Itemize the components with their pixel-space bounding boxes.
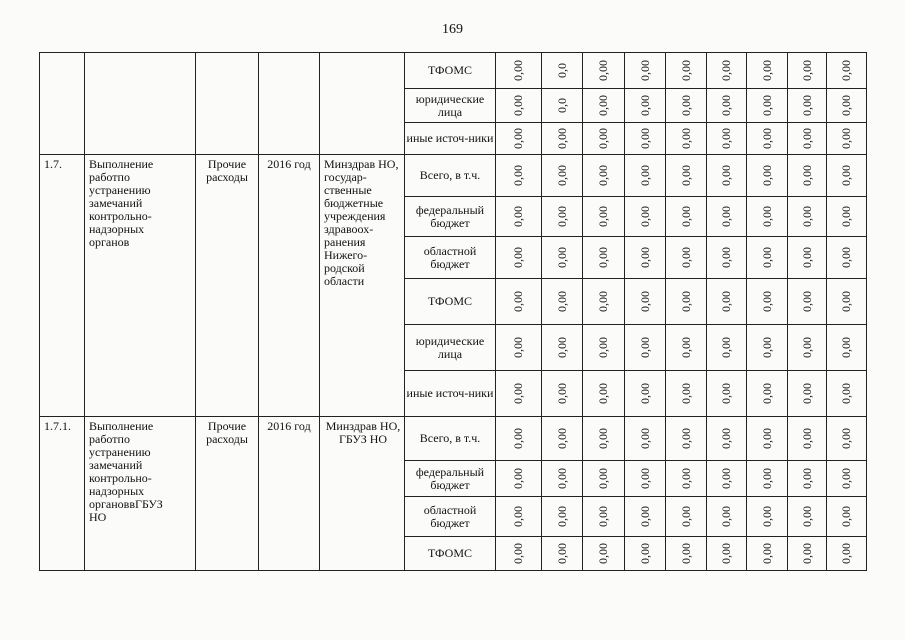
- funding-source: федеральный бюджет: [405, 461, 496, 497]
- value-cell: [666, 279, 707, 325]
- value-cell: [625, 89, 666, 123]
- value-cell: [788, 371, 827, 417]
- activity-name-line: Выполнение: [89, 419, 154, 433]
- value-text: 0,00: [554, 506, 569, 527]
- activity-name-line: устранению: [89, 445, 151, 459]
- value-text: 0,00: [511, 247, 525, 268]
- value-text: 0,00: [719, 428, 733, 449]
- value-cell: [625, 371, 666, 417]
- funding-source: юридические лица: [405, 325, 496, 371]
- value-cell: [496, 497, 542, 537]
- value-cell: [542, 89, 583, 123]
- value-text: 0,00: [637, 247, 652, 268]
- value-cell: [788, 325, 827, 371]
- value-cell: [666, 325, 707, 371]
- value-cell: [666, 197, 707, 237]
- value-text: 0,00: [637, 383, 652, 404]
- value-cell: [666, 123, 707, 155]
- value-text: 0,00: [799, 128, 814, 149]
- activity-name-line: контрольно-: [89, 209, 152, 223]
- value-cell: [666, 461, 707, 497]
- value-text: 0,00: [799, 337, 814, 358]
- value-text: 0,00: [719, 247, 733, 268]
- value-text: 0,00: [799, 60, 814, 81]
- cont-num: [40, 53, 85, 155]
- value-cell: [707, 325, 747, 371]
- funding-source: ТФОМС: [405, 53, 496, 89]
- value-cell: [625, 155, 666, 197]
- value-cell: [625, 279, 666, 325]
- value-text: 0,00: [719, 291, 733, 312]
- value-text: 0,00: [511, 60, 525, 81]
- value-text: 0,00: [596, 95, 610, 116]
- value-text: 0,00: [511, 95, 525, 116]
- funding-source: ТФОМС: [405, 279, 496, 325]
- activity-name-line: органов: [89, 235, 130, 249]
- value-cell: [827, 417, 867, 461]
- value-text: 0,00: [799, 383, 814, 404]
- activity-name-line: надзорных: [89, 484, 145, 498]
- value-text: 0,00: [511, 506, 525, 527]
- value-text: 0,00: [719, 95, 733, 116]
- value-text: 0,00: [596, 337, 610, 358]
- value-cell: [666, 537, 707, 571]
- value-cell: [542, 497, 583, 537]
- value-text: 0,00: [759, 337, 774, 358]
- value-cell: [707, 497, 747, 537]
- value-text: 0,00: [596, 60, 610, 81]
- value-text: 0,00: [719, 506, 733, 527]
- value-text: 0,00: [839, 383, 853, 404]
- value-cell: [583, 417, 625, 461]
- value-cell: [625, 461, 666, 497]
- activity-name-word: органов: [89, 497, 130, 511]
- value-cell: [666, 371, 707, 417]
- value-text: 0,00: [839, 543, 853, 564]
- value-text: 0,00: [759, 468, 774, 489]
- value-text: 0,00: [511, 468, 525, 489]
- cont-year: [259, 53, 320, 155]
- value-text: 0,00: [678, 291, 693, 312]
- value-cell: [827, 497, 867, 537]
- value-text: 0,0: [554, 63, 569, 78]
- value-cell: [788, 237, 827, 279]
- value-cell: [625, 237, 666, 279]
- value-cell: [583, 461, 625, 497]
- executor: Минздрав НО, ГБУЗ НО: [320, 417, 405, 571]
- activity-name-line: замечаний: [89, 196, 143, 210]
- value-text: 0,00: [719, 165, 733, 186]
- value-cell: [666, 89, 707, 123]
- value-text: 0,0: [554, 98, 569, 113]
- funding-source: федеральный бюджет: [405, 197, 496, 237]
- activity-name-word: по: [117, 170, 130, 184]
- value-cell: [542, 53, 583, 89]
- value-text: 0,00: [719, 543, 733, 564]
- activity-name-word: в: [129, 497, 136, 511]
- value-cell: [707, 89, 747, 123]
- value-text: 0,00: [596, 247, 610, 268]
- value-text: 0,00: [759, 165, 774, 186]
- activity-name-line: замечаний: [89, 458, 143, 472]
- value-cell: [788, 53, 827, 89]
- value-text: 0,00: [799, 468, 814, 489]
- value-text: 0,00: [637, 543, 652, 564]
- funding-source: областной бюджет: [405, 497, 496, 537]
- value-text: 0,00: [799, 543, 814, 564]
- activity-name-line: надзорных: [89, 222, 145, 236]
- value-text: 0,00: [554, 165, 569, 186]
- row-number: 1.7.1.: [40, 417, 85, 571]
- value-text: 0,00: [678, 506, 693, 527]
- funding-source: юридические лица: [405, 89, 496, 123]
- value-text: 0,00: [511, 291, 525, 312]
- value-text: 0,00: [637, 428, 652, 449]
- table-row: [40, 155, 867, 197]
- funding-source: Всего, в т.ч.: [405, 155, 496, 197]
- value-cell: [583, 237, 625, 279]
- value-cell: [542, 417, 583, 461]
- value-cell: [542, 197, 583, 237]
- value-cell: [707, 417, 747, 461]
- value-cell: [542, 461, 583, 497]
- activity-name-word: по: [117, 432, 130, 446]
- value-text: 0,00: [678, 95, 693, 116]
- value-cell: [707, 237, 747, 279]
- value-text: 0,00: [799, 95, 814, 116]
- value-text: 0,00: [839, 337, 853, 358]
- value-cell: [827, 237, 867, 279]
- value-text: 0,00: [799, 247, 814, 268]
- value-text: 0,00: [759, 291, 774, 312]
- value-text: 0,00: [799, 506, 814, 527]
- value-text: 0,00: [596, 165, 610, 186]
- value-cell: [583, 155, 625, 197]
- budget-table: [39, 52, 867, 571]
- value-cell: [625, 537, 666, 571]
- value-cell: [496, 237, 542, 279]
- value-cell: [542, 279, 583, 325]
- expense-category: Прочие расходы: [196, 155, 259, 417]
- funding-source: Всего, в т.ч.: [405, 417, 496, 461]
- value-text: 0,00: [678, 428, 693, 449]
- value-text: 0,00: [511, 543, 525, 564]
- value-cell: [747, 197, 788, 237]
- activity-name-line: контрольно-: [89, 471, 152, 485]
- value-text: 0,00: [554, 337, 569, 358]
- value-text: 0,00: [596, 383, 610, 404]
- value-text: 0,00: [759, 128, 774, 149]
- activity-name-line: Выполнение: [89, 157, 154, 171]
- activity-name-line: устранению: [89, 183, 151, 197]
- value-cell: [788, 155, 827, 197]
- value-cell: [625, 417, 666, 461]
- value-cell: [707, 371, 747, 417]
- value-text: 0,00: [759, 247, 774, 268]
- expense-category: Прочие расходы: [196, 417, 259, 571]
- value-cell: [583, 123, 625, 155]
- value-text: 0,00: [554, 206, 569, 227]
- value-cell: [542, 155, 583, 197]
- value-cell: [788, 123, 827, 155]
- value-cell: [788, 537, 827, 571]
- activity-name-line: НО: [89, 510, 107, 524]
- value-text: 0,00: [678, 206, 693, 227]
- value-cell: [747, 237, 788, 279]
- value-cell: [747, 89, 788, 123]
- value-cell: [542, 123, 583, 155]
- value-cell: [583, 197, 625, 237]
- value-text: 0,00: [759, 428, 774, 449]
- value-cell: [827, 461, 867, 497]
- value-text: 0,00: [799, 165, 814, 186]
- value-text: 0,00: [554, 428, 569, 449]
- value-cell: [666, 53, 707, 89]
- value-text: 0,00: [799, 206, 814, 227]
- activity-name: [85, 417, 196, 571]
- funding-source: ТФОМС: [405, 537, 496, 571]
- value-cell: [583, 497, 625, 537]
- value-text: 0,00: [799, 428, 814, 449]
- value-cell: [542, 325, 583, 371]
- year: 2016 год: [259, 155, 320, 417]
- value-text: 0,00: [554, 468, 569, 489]
- value-text: 0,00: [839, 128, 853, 149]
- value-text: 0,00: [637, 60, 652, 81]
- value-cell: [788, 279, 827, 325]
- value-cell: [496, 325, 542, 371]
- value-text: 0,00: [596, 543, 610, 564]
- value-cell: [496, 461, 542, 497]
- value-text: 0,00: [839, 468, 853, 489]
- value-text: 0,00: [637, 165, 652, 186]
- value-text: 0,00: [637, 506, 652, 527]
- value-cell: [496, 417, 542, 461]
- value-cell: [666, 237, 707, 279]
- value-cell: [496, 123, 542, 155]
- value-cell: [625, 197, 666, 237]
- table-row: [40, 417, 867, 461]
- value-cell: [827, 371, 867, 417]
- row-number: 1.7.: [40, 155, 85, 417]
- value-cell: [788, 197, 827, 237]
- value-text: 0,00: [759, 543, 774, 564]
- value-cell: [707, 461, 747, 497]
- value-text: 0,00: [596, 428, 610, 449]
- cont-executor: [320, 53, 405, 155]
- value-text: 0,00: [678, 128, 693, 149]
- value-cell: [496, 197, 542, 237]
- value-text: 0,00: [759, 60, 774, 81]
- value-text: 0,00: [637, 468, 652, 489]
- value-cell: [747, 325, 788, 371]
- value-text: 0,00: [839, 206, 853, 227]
- value-cell: [747, 371, 788, 417]
- page-number: 169: [442, 22, 463, 37]
- value-cell: [583, 537, 625, 571]
- value-cell: [827, 123, 867, 155]
- funding-source: областной бюджет: [405, 237, 496, 279]
- value-cell: [542, 371, 583, 417]
- value-text: 0,00: [554, 128, 569, 149]
- value-cell: [747, 537, 788, 571]
- value-cell: [827, 197, 867, 237]
- value-text: 0,00: [596, 468, 610, 489]
- funding-source: иные источ-ники: [405, 123, 496, 155]
- value-text: 0,00: [596, 128, 610, 149]
- value-cell: [496, 155, 542, 197]
- value-cell: [827, 279, 867, 325]
- value-cell: [496, 89, 542, 123]
- value-cell: [583, 371, 625, 417]
- value-text: 0,00: [839, 60, 853, 81]
- activity-name-word: ГБУЗ: [135, 497, 163, 511]
- value-cell: [827, 89, 867, 123]
- value-text: 0,00: [678, 468, 693, 489]
- value-text: 0,00: [511, 428, 525, 449]
- cont-name: [85, 53, 196, 155]
- value-text: 0,00: [759, 95, 774, 116]
- value-cell: [747, 155, 788, 197]
- value-cell: [747, 279, 788, 325]
- value-text: 0,00: [839, 95, 853, 116]
- value-cell: [827, 537, 867, 571]
- activity-name-word: работ: [89, 432, 118, 446]
- value-text: 0,00: [511, 206, 525, 227]
- value-text: 0,00: [719, 383, 733, 404]
- value-cell: [827, 155, 867, 197]
- value-cell: [583, 279, 625, 325]
- value-text: 0,00: [554, 291, 569, 312]
- value-text: 0,00: [554, 247, 569, 268]
- value-text: 0,00: [719, 206, 733, 227]
- value-text: 0,00: [596, 506, 610, 527]
- value-text: 0,00: [839, 506, 853, 527]
- value-cell: [747, 123, 788, 155]
- value-cell: [788, 89, 827, 123]
- value-cell: [583, 53, 625, 89]
- value-cell: [625, 497, 666, 537]
- activity-name: [85, 155, 196, 417]
- value-cell: [583, 325, 625, 371]
- value-text: 0,00: [759, 383, 774, 404]
- value-text: 0,00: [719, 337, 733, 358]
- table-row: [40, 53, 867, 89]
- value-text: 0,00: [637, 128, 652, 149]
- value-cell: [747, 461, 788, 497]
- value-cell: [707, 155, 747, 197]
- value-text: 0,00: [719, 468, 733, 489]
- value-cell: [496, 53, 542, 89]
- value-cell: [496, 537, 542, 571]
- cont-category: [196, 53, 259, 155]
- value-cell: [542, 537, 583, 571]
- value-text: 0,00: [596, 291, 610, 312]
- value-cell: [583, 89, 625, 123]
- year: 2016 год: [259, 417, 320, 571]
- value-text: 0,00: [759, 506, 774, 527]
- value-text: 0,00: [596, 206, 610, 227]
- executor: Минздрав НО, государ-ственные бюджетные учреждения здравоох-ранения Нижего-родской области: [320, 155, 405, 417]
- value-cell: [496, 279, 542, 325]
- value-cell: [788, 461, 827, 497]
- value-text: 0,00: [511, 165, 525, 186]
- value-cell: [707, 537, 747, 571]
- value-cell: [542, 237, 583, 279]
- funding-source: иные источ-ники: [405, 371, 496, 417]
- value-cell: [788, 497, 827, 537]
- value-text: 0,00: [511, 128, 525, 149]
- value-text: 0,00: [678, 383, 693, 404]
- value-text: 0,00: [759, 206, 774, 227]
- value-cell: [666, 417, 707, 461]
- value-cell: [666, 497, 707, 537]
- value-text: 0,00: [678, 165, 693, 186]
- value-cell: [707, 197, 747, 237]
- value-text: 0,00: [511, 337, 525, 358]
- value-cell: [827, 325, 867, 371]
- value-cell: [747, 497, 788, 537]
- value-text: 0,00: [637, 291, 652, 312]
- value-text: 0,00: [678, 60, 693, 81]
- value-cell: [625, 325, 666, 371]
- value-text: 0,00: [839, 165, 853, 186]
- value-cell: [707, 53, 747, 89]
- value-text: 0,00: [839, 428, 853, 449]
- value-text: 0,00: [511, 383, 525, 404]
- value-cell: [747, 417, 788, 461]
- value-cell: [496, 371, 542, 417]
- value-text: 0,00: [637, 206, 652, 227]
- value-cell: [625, 123, 666, 155]
- activity-name-word: работ: [89, 170, 118, 184]
- value-cell: [827, 53, 867, 89]
- value-cell: [707, 279, 747, 325]
- value-text: 0,00: [554, 383, 569, 404]
- value-text: 0,00: [839, 247, 853, 268]
- value-text: 0,00: [637, 337, 652, 358]
- value-cell: [707, 123, 747, 155]
- value-text: 0,00: [719, 128, 733, 149]
- value-cell: [666, 155, 707, 197]
- value-text: 0,00: [799, 291, 814, 312]
- value-cell: [747, 53, 788, 89]
- value-text: 0,00: [554, 543, 569, 564]
- value-text: 0,00: [678, 543, 693, 564]
- value-text: 0,00: [678, 247, 693, 268]
- value-cell: [625, 53, 666, 89]
- value-text: 0,00: [839, 291, 853, 312]
- value-text: 0,00: [719, 60, 733, 81]
- value-cell: [788, 417, 827, 461]
- value-text: 0,00: [678, 337, 693, 358]
- value-text: 0,00: [637, 95, 652, 116]
